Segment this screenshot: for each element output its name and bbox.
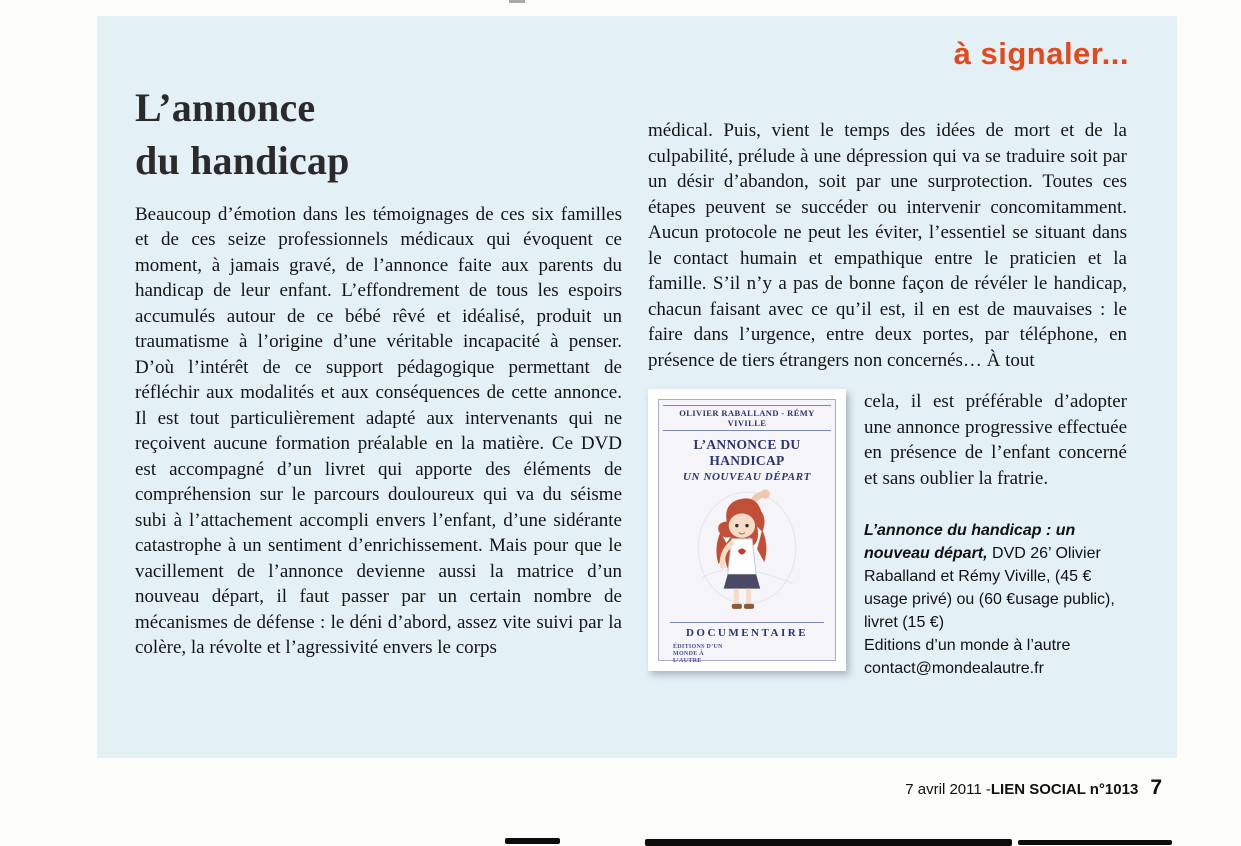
article-title-line1: L’annonce (135, 85, 316, 130)
caption-publisher: Editions d’un monde à l’autre (864, 637, 1071, 654)
dvd-caption (864, 519, 1127, 680)
article-columns (135, 16, 1127, 680)
beside-image-block (864, 389, 1127, 680)
footer-page-number: 7 (1150, 776, 1162, 799)
left-column (135, 16, 622, 680)
scan-artifact (1018, 840, 1172, 845)
scan-artifact (645, 839, 1012, 846)
section-header: à signaler... (953, 36, 1129, 71)
scan-artifact (505, 838, 560, 844)
scan-artifact (509, 0, 525, 3)
article-title-line2: du handicap (135, 137, 350, 183)
footer-date: 7 avril 2011 - (905, 781, 991, 798)
footer-journal-name: LIEN SOCIAL n°1013 (990, 781, 1139, 798)
dvd-title: L’ANNONCE DU HANDICAP (693, 437, 801, 468)
page-footer (905, 776, 1162, 800)
dvd-subtitle: UN NOUVEAU DÉPART (683, 471, 811, 483)
dvd-genre: DOCUMENTAIRE (670, 622, 825, 639)
article-body-left: Beaucoup d’émotion dans les témoignages de ces six familles et de ces seize professionnels médicaux qui évoquent ce moment, à jamais gravé, de l’annonce faite aux parents du handicap de leur enfant. L’effondrement de tous les espoirs accumulés autour de ce bébé rêvé et idéalisé, produit un traumatisme à l’origine d’une véritable incapacité à penser. D’où l’intérêt de ce support pédagogique permettant de réfléchir aux modalités et aux conséquences de cette annonce. Il est tout particulièrement adapté aux intervenants qui ne reçoivent aucune formation préalable en la matière. Ce DVD est accompagné d’un livret qui apporte des éléments de compréhension sur le parcours douloureux qui va du séisme subi à l’attachement accompli envers l’enfant, d’une sidérante catastrophe à un sentiment d’enrichissement. Mais pour que le vacillement de l’annonce devienne aussi la matrice d’un nouveau départ, il faut passer par un certain nombre de mécanismes de défense : le déni d’abord, assez vite suivi par la colère, la révolte et l’agressivité envers le corps (135, 203, 622, 659)
article-body-right-continued: cela, il est préférable d’adopter une annonce progressive effectuée en présence de l’enfant concerné et sans oublier la fratrie. (864, 391, 1127, 489)
right-column (648, 16, 1127, 680)
article-title (135, 82, 622, 188)
dvd-cover-photo (648, 389, 846, 671)
dvd-illustration (691, 487, 803, 620)
article-body-right: médical. Puis, vient le temps des idées de mort et de la culpabilité, prélude à une dépression qui va se traduire soit par un désir d’abandon, soit par une surprotection. Toutes ces étapes peuvent se succéder ou intervenir concomitamment. Aucun protocole ne peut les éviter, l’essentiel se situant dans le contact humain et empathique entre le praticien et la famille. S’il n’y a pas de bonne façon de révéler le handicap, chacun faisant avec ce qu’il est, il en est de mauvaises : le faire dans l’urgence, entre deux portes, par téléphone, en présence de tiers étrangers non concernés… À tout (648, 120, 1127, 371)
dvd-publisher-logo: ÉDITIONS D’UN MONDE À L’AUTRE (673, 644, 723, 664)
media-row (648, 389, 1127, 680)
dvd-cover (658, 399, 836, 664)
manga-girl-illustration (691, 487, 803, 615)
dvd-authors: OLIVIER RABALLAND - RÉMY VIVILLE (663, 405, 831, 431)
caption-details: DVD 26’ Olivier Raballand et Rémy Viville, (45 € usage privé) ou (60 €usage public), livret (15 €) (864, 545, 1115, 631)
article-panel (97, 16, 1177, 758)
caption-title: L’annonce du handicap : un nouveau départ, (864, 522, 1076, 562)
caption-contact: contact@mondealautre.fr (864, 660, 1044, 677)
